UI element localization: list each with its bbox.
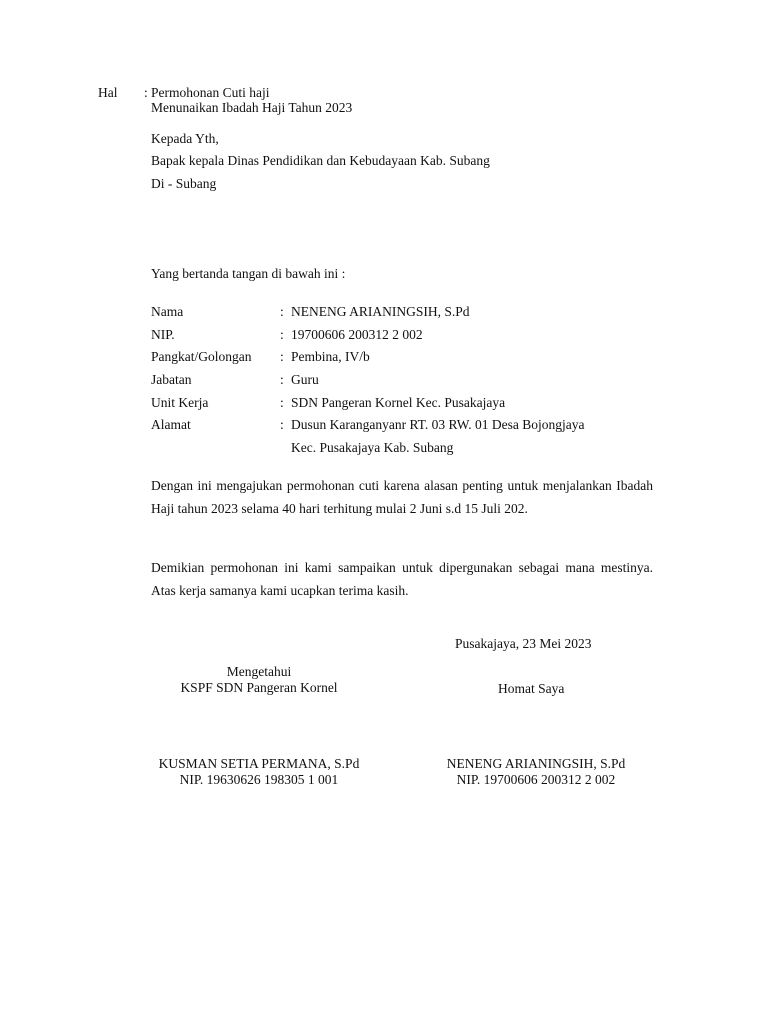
identity-label: Nama [151, 304, 184, 319]
signatory-left-heading-1: Mengetahui [226, 664, 292, 679]
identity-value: Dusun Karanganyanr RT. 03 RW. 01 Desa Bojongjaya [291, 417, 585, 432]
identity-value: Guru [291, 372, 319, 387]
signatory-right [424, 756, 648, 788]
identity-label: Jabatan [151, 372, 192, 387]
identity-colon: : [280, 327, 284, 342]
identity-value: NENENG ARIANINGSIH, S.Pd [291, 304, 470, 319]
identity-colon: : [280, 417, 284, 432]
identity-value: 19700606 200312 2 002 [291, 327, 423, 342]
signatory-left [146, 756, 372, 788]
signatory-right-name: NENENG ARIANINGSIH, S.Pd [446, 756, 626, 771]
intro-text: Yang bertanda tangan di bawah ini : [151, 266, 346, 281]
subject-line-1: Permohonan Cuti haji [151, 85, 270, 100]
recipient-name: Bapak kepala Dinas Pendidikan dan Kebudayaan Kab. Subang [151, 153, 490, 168]
body-paragraph: Dengan ini mengajukan permohonan cuti karena alasan penting untuk menjalankan Ibadah Haji tahun 2023 selama 40 hari terhitung mulai 2 Juni s.d 15 Juli 202. [151, 478, 653, 516]
signatory-left-nip: NIP. 19630626 198305 1 001 [179, 772, 339, 787]
signatory-right-heading: Homat Saya [498, 681, 565, 696]
identity-value: SDN Pangeran Kornel Kec. Pusakajaya [291, 395, 506, 410]
identity-label: Unit Kerja [151, 395, 209, 410]
signatory-left-name: KUSMAN SETIA PERMANA, S.Pd [158, 756, 360, 771]
closing-paragraph: Demikian permohonan ini kami sampaikan untuk dipergunakan sebagai mana mestinya. Atas kerja samanya kami ucapkan terima kasih. [151, 560, 653, 598]
subject-label: Hal [98, 85, 118, 100]
subject-line-2: Menunaikan Ibadah Haji Tahun 2023 [151, 100, 353, 115]
signatory-left-heading-2: KSPF SDN Pangeran Kornel [180, 680, 338, 695]
place-date: Pusakajaya, 23 Mei 2023 [455, 636, 592, 651]
identity-label: Alamat [151, 417, 191, 432]
identity-value: Pembina, IV/b [291, 349, 370, 364]
identity-value-continued: Kec. Pusakajaya Kab. Subang [291, 440, 454, 455]
identity-label: Pangkat/Golongan [151, 349, 252, 364]
signatory-right-nip: NIP. 19700606 200312 2 002 [456, 772, 616, 787]
identity-colon: : [280, 349, 284, 364]
recipient-greeting: Kepada Yth, [151, 131, 219, 146]
identity-colon: : [280, 304, 284, 319]
identity-colon: : [280, 372, 284, 387]
identity-colon: : [280, 395, 284, 410]
recipient-place: Di - Subang [151, 176, 217, 191]
signatory-left-heading [146, 664, 372, 696]
identity-label: NIP. [151, 327, 175, 342]
subject-colon: : [144, 85, 148, 100]
